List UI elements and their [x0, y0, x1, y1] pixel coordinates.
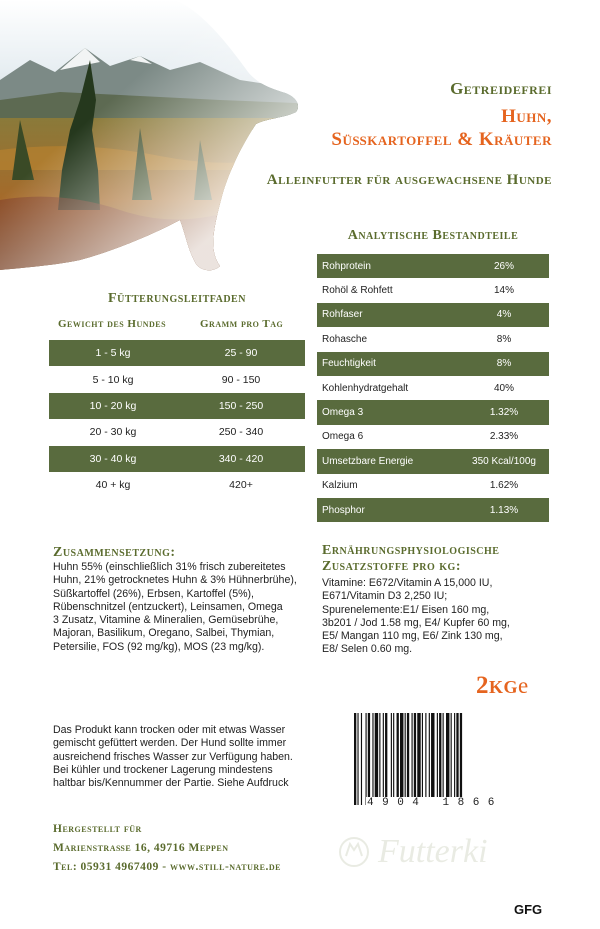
manufacturer-contact: Tel: 05931 4967409 - www.still-nature.de [53, 861, 281, 873]
feeding-weight: 40 + kg [49, 472, 177, 498]
additives-line: 3b201 / Jod 1.58 mg, E4/ Kupfer 60 mg, [322, 616, 510, 629]
analytic-name: Kohlenhydratgehalt [317, 376, 459, 400]
feeding-row [49, 446, 305, 472]
barcode-bar [431, 713, 434, 805]
barcode-bar [443, 713, 444, 805]
barcode-bar [460, 713, 462, 805]
instructions-line: gemischt gefüttert werden. Der Hund sollte immer [53, 737, 287, 750]
feeding-weight: 1 - 5 kg [49, 340, 177, 366]
analytic-row [317, 278, 549, 302]
barcode-bar [425, 713, 426, 805]
wolf-landscape-image [0, 0, 320, 282]
barcode-bar [412, 713, 413, 805]
analytic-table [317, 254, 549, 522]
additives-title-line1: Ernährungsphysiologische [322, 543, 500, 558]
analytic-value: 40% [459, 376, 549, 400]
analytic-name: Feuchtigkeit [317, 352, 459, 376]
instructions-line: Bei kühler und trockener Lagerung mindestens [53, 763, 273, 776]
barcode-bar [366, 713, 367, 805]
feeding-grams: 250 - 340 [177, 419, 305, 445]
barcode-bar [383, 713, 384, 805]
composition-text [53, 561, 297, 654]
composition-title: Zusammensetzung: [53, 545, 176, 560]
analytic-value: 14% [459, 278, 549, 302]
additives-line: Vitamine: E672/Vitamin A 15,000 IU, [322, 577, 493, 589]
analytic-value: 8% [459, 352, 549, 376]
analytic-name: Rohöl & Rohfett [317, 278, 459, 302]
analytic-value: 26% [459, 254, 549, 278]
analytic-row [317, 254, 549, 278]
barcode [350, 713, 510, 809]
instructions-line: haltbar bis/Kennummer der Partie. Siehe Aufdruck [53, 777, 289, 790]
analytic-row [317, 498, 549, 522]
barcode-bar [354, 713, 356, 805]
feeding-row [49, 366, 305, 392]
feeding-row [49, 340, 305, 366]
analytic-name: Umsetzbare Energie [317, 449, 459, 473]
analytic-name: Phosphor [317, 498, 459, 522]
barcode-bar [391, 713, 392, 805]
analytic-row [317, 327, 549, 351]
analytic-value: 8% [459, 327, 549, 351]
feeding-weight: 5 - 10 kg [49, 366, 177, 392]
additives-line: E671/Vitamin D3 2,250 IU; [322, 590, 448, 603]
analytic-value: 2.33% [459, 425, 549, 449]
feeding-row [49, 393, 305, 419]
composition-line: Rübenschnitzel (entzuckert), Leinsamen, Omega [53, 600, 283, 613]
product-title-line1: Huhn, [501, 106, 552, 127]
barcode-bar [446, 713, 449, 805]
feeding-grams: 25 - 90 [177, 340, 305, 366]
barcode-bar [454, 713, 455, 805]
brand-watermark-logo [336, 816, 536, 876]
barcode-bar [361, 713, 362, 805]
manufacturer-address: Marienstraße 16, 49716 Meppen [53, 842, 229, 854]
barcode-bar [385, 713, 387, 805]
barcode-bar [375, 713, 378, 805]
feeding-col-grams: Gramm pro Tag [200, 318, 284, 330]
additives-text [322, 577, 510, 657]
composition-line: 3 Zusatz, Vitamine & Mineralien, Gemüsebrühe, [53, 614, 279, 627]
additives-line: E8/ Selen 0.60 mg. [322, 643, 413, 656]
composition-line: Majoran, Basilikum, Oregano, Salbei, Thymian, [53, 627, 275, 640]
feeding-grams: 420+ [177, 472, 305, 498]
analytic-value: 1.62% [459, 474, 549, 498]
additives-title-line2: Zusatzstoffe pro kg: [322, 559, 461, 574]
analytic-value: 1.32% [459, 400, 549, 424]
composition-line: Petersilie, FOS (92 mg/kg), MOS (23 mg/kg). [53, 640, 265, 653]
corner-tag: GFG [514, 902, 543, 917]
analytic-name: Omega 3 [317, 400, 459, 424]
analytic-name: Rohprotein [317, 254, 459, 278]
feeding-weight: 10 - 20 kg [49, 393, 177, 419]
feeding-grams: 90 - 150 [177, 366, 305, 392]
composition-line: Huhn 55% (einschließlich 31% frisch zubereitetes [53, 561, 286, 573]
composition-line: Süßkartoffel (26%), Erbsen, Kartoffel (5%), [53, 587, 254, 600]
analytic-value: 4% [459, 303, 549, 327]
feeding-weight: 20 - 30 kg [49, 419, 177, 445]
analytic-row [317, 376, 549, 400]
barcode-bar [397, 713, 399, 805]
analytic-row [317, 303, 549, 327]
barcode-bar [405, 713, 406, 805]
feeding-row [49, 472, 305, 498]
feeding-grams: 150 - 250 [177, 393, 305, 419]
additives-line: E5/ Mangan 110 mg, E6/ Zink 130 mg, [322, 630, 503, 643]
analytic-row [317, 449, 549, 473]
barcode-bar [393, 713, 394, 805]
feeding-table [49, 340, 305, 498]
product-subtitle: Alleinfutter für ausgewachsene Hunde [266, 172, 552, 188]
analytic-name: Omega 6 [317, 425, 459, 449]
feeding-col-weight: Gewicht des Hundes [58, 318, 167, 330]
barcode-bar [407, 713, 409, 805]
analytic-value: 350 Kcal/100g [459, 449, 549, 473]
grain-free-label: Getreidefrei [450, 79, 552, 98]
feeding-row [49, 419, 305, 445]
barcode-bar [429, 713, 430, 805]
additives-line: Spurenelemente:E1/ Eisen 160 mg, [322, 603, 490, 616]
barcode-bar [451, 713, 452, 805]
barcode-bar [357, 713, 358, 805]
barcode-bar [372, 713, 373, 805]
feeding-weight: 30 - 40 kg [49, 446, 177, 472]
barcode-bar [456, 713, 458, 805]
net-weight: 2kge [476, 672, 529, 699]
barcode-bar [414, 713, 416, 805]
barcode-bar [400, 713, 403, 805]
manufacturer-label: Hergestellt für [53, 823, 142, 835]
barcode-number: 4904 1866 [367, 797, 503, 809]
svg-text:Futterki: Futterki [378, 833, 488, 870]
product-title-line2: Süßkartoffel & Kräuter [331, 129, 552, 150]
composition-line: Huhn, 21% getrocknetes Huhn & 3% Hühnerbrühe), [53, 574, 297, 587]
barcode-bar [368, 713, 370, 805]
instructions-line: Das Produkt kann trocken oder mit etwas Wasser [53, 724, 286, 736]
barcode-bar [437, 713, 438, 805]
instructions-line: ausreichend frisches Wasser zur Verfügung haben. [53, 750, 293, 763]
analytic-name: Rohfaser [317, 303, 459, 327]
analytic-title: Analytische Bestandteile [347, 228, 519, 243]
instructions-text [53, 724, 293, 790]
analytic-name: Kalzium [317, 474, 459, 498]
feeding-title: Fütterungsleitfaden [108, 291, 246, 306]
analytic-row [317, 400, 549, 424]
feeding-grams: 340 - 420 [177, 446, 305, 472]
analytic-value: 1.13% [459, 498, 549, 522]
analytic-row [317, 425, 549, 449]
analytic-row [317, 352, 549, 376]
barcode-bar [422, 713, 423, 805]
barcode-bar [379, 713, 380, 805]
barcode-bar [439, 713, 441, 805]
analytic-name: Rohasche [317, 327, 459, 351]
analytic-row [317, 474, 549, 498]
barcode-bar [417, 713, 420, 805]
